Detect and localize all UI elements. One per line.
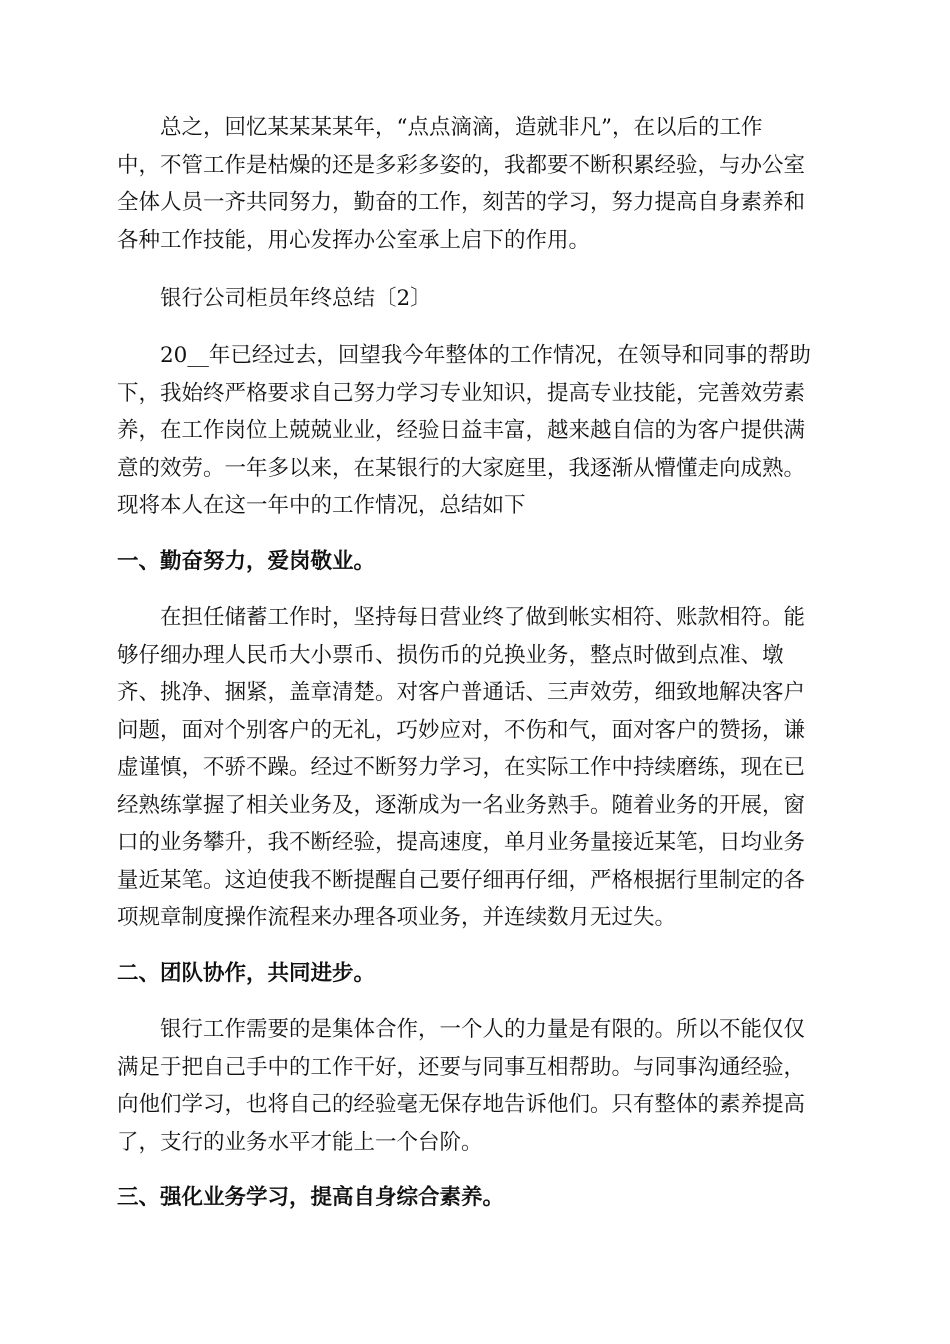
text-line: 满足于把自己手中的工作干好，还要与同事互相帮助。与同事沟通经验，	[117, 1054, 806, 1080]
text-line: 了，支行的业务水平才能上一个台阶。	[117, 1129, 483, 1155]
text-line: 各种工作技能，用心发挥办公室承上启下的作用。	[117, 227, 591, 253]
section-title-text: 银行公司柜员年终总结〔2〕	[160, 286, 432, 311]
text-line: 向他们学习，也将自己的经验毫无保存地告诉他们。只有整体的素养提高	[117, 1092, 806, 1117]
paragraph-2	[117, 1011, 837, 1161]
text-line: 量近某笔。这迫使我不断提醒自己要仔细再仔细，严格根据行里制定的各	[117, 867, 806, 893]
text-line: 总之，回忆某某某某年，“点点滴滴，造就非凡”，在以后的工作	[160, 115, 763, 140]
text-line: 项规章制度操作流程来办理各项业务，并连续数月无过失。	[117, 905, 677, 930]
paragraph-intro	[117, 337, 837, 525]
paragraph-conclusion	[117, 109, 837, 259]
heading-1-text: 一、勤奋努力，爱岗敬业。	[117, 549, 376, 574]
text-line: 问题，面对个别客户的无礼，巧妙应对，不伤和气，面对客户的赞扬，谦	[117, 717, 806, 743]
heading-2-text: 二、团队协作，共同进步。	[117, 961, 376, 986]
text-line: 虚谨慎，不骄不躁。经过不断努力学习，在实际工作中持续磨练，现在已	[117, 755, 806, 780]
text-line: 齐、挑净、捆紧，盖章清楚。对客户普通话、三声效劳，细致地解决客户	[117, 680, 806, 705]
text-line: 够仔细办理人民币大小票币、损伤币的兑换业务，整点时做到点准、墩	[117, 642, 784, 668]
text-line: 意的效劳。一年多以来，在某银行的大家庭里，我逐渐从懵懂走向成熟。	[117, 455, 806, 481]
heading-3-text: 三、强化业务学习，提高自身综合素养。	[117, 1185, 505, 1210]
text-line: 现将本人在这一年中的工作情况，总结如下	[117, 493, 526, 518]
text-line: 银行工作需要的是集体合作，一个人的力量是有限的。所以不能仅仅	[160, 1017, 806, 1042]
text-line: 20__年已经过去，回望我今年整体的工作情况，在领导和同事的帮助	[160, 343, 811, 368]
text-line: 经熟练掌握了相关业务及，逐渐成为一名业务熟手。随着业务的开展，窗	[117, 792, 806, 818]
paragraph-1	[117, 599, 837, 937]
section-title	[117, 280, 837, 318]
heading-2	[117, 955, 837, 993]
text-line: 中，不管工作是枯燥的还是多彩多姿的，我都要不断积累经验，与办公室	[117, 152, 806, 178]
text-line: 全体人员一齐共同努力，勤奋的工作，刻苦的学习，努力提高自身素养和	[117, 190, 806, 215]
text-line: 下，我始终严格要求自己努力学习专业知识，提高专业技能，完善效劳素	[117, 380, 806, 406]
text-line: 在担任储蓄工作时，坚持每日营业终了做到帐实相符、账款相符。能	[160, 605, 806, 630]
heading-1	[117, 543, 837, 581]
heading-3	[117, 1179, 837, 1217]
text-line: 口的业务攀升，我不断经验，提高速度，单月业务量接近某笔，日均业务	[117, 830, 806, 855]
text-line: 养，在工作岗位上兢兢业业，经验日益丰富，越来越自信的为客户提供满	[117, 418, 806, 443]
